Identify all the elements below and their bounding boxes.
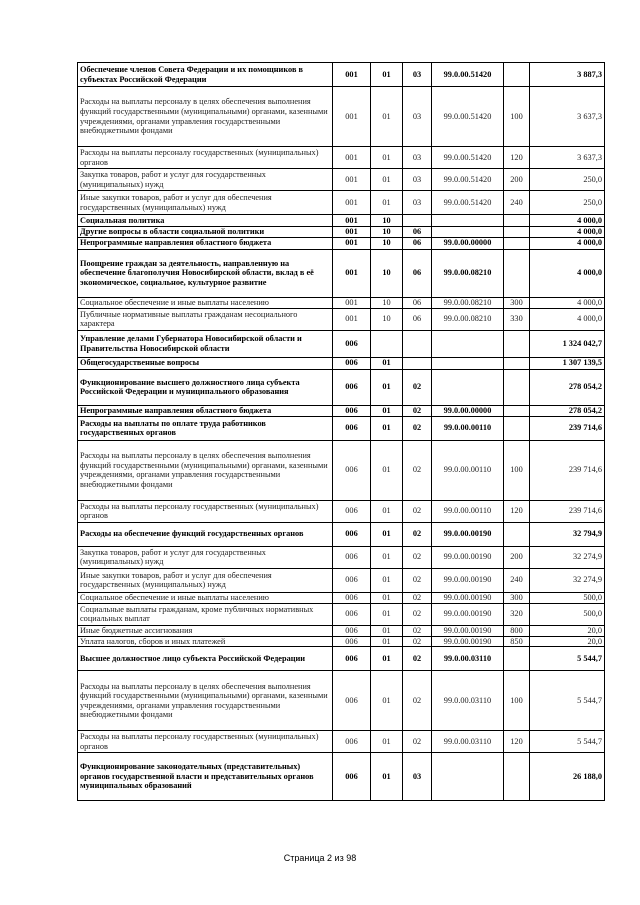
cell-section: 10	[371, 308, 403, 330]
cell-ministry-code: 006	[333, 753, 371, 801]
cell-subsection: 06	[403, 249, 432, 297]
cell-section: 01	[371, 568, 403, 592]
table-row	[78, 636, 605, 647]
table-row	[78, 568, 605, 592]
cell-section: 01	[371, 546, 403, 568]
cell-subsection: 03	[403, 191, 432, 215]
cell-amount: 278 054,2	[530, 369, 605, 405]
cell-target-code	[432, 227, 504, 238]
cell-section	[371, 330, 403, 357]
cell-ministry-code: 006	[333, 440, 371, 500]
cell-ministry-code: 001	[333, 297, 371, 308]
cell-subsection: 03	[403, 169, 432, 191]
cell-expense-type: 320	[504, 603, 530, 625]
cell-subsection: 03	[403, 147, 432, 169]
cell-amount: 239 714,6	[530, 416, 605, 440]
cell-name: Общегосударственные вопросы	[78, 357, 333, 369]
cell-expense-type	[504, 357, 530, 369]
cell-name: Уплата налогов, сборов и иных платежей	[78, 636, 333, 647]
cell-expense-type: 100	[504, 87, 530, 147]
cell-ministry-code: 006	[333, 357, 371, 369]
cell-expense-type: 800	[504, 625, 530, 636]
cell-subsection	[403, 357, 432, 369]
cell-ministry-code: 006	[333, 546, 371, 568]
cell-expense-type: 100	[504, 440, 530, 500]
table-row	[78, 308, 605, 330]
cell-section: 10	[371, 249, 403, 297]
cell-ministry-code: 006	[333, 416, 371, 440]
cell-ministry-code: 001	[333, 227, 371, 238]
budget-table	[77, 62, 605, 801]
cell-expense-type	[504, 330, 530, 357]
cell-name: Высшее должностное лицо субъекта Российской Федерации	[78, 647, 333, 671]
cell-section: 01	[371, 500, 403, 522]
cell-target-code: 99.0.00.08210	[432, 249, 504, 297]
cell-name: Закупка товаров, работ и услуг для государственных (муниципальных) нужд	[78, 546, 333, 568]
cell-name: Социальная политика	[78, 215, 333, 227]
cell-subsection: 06	[403, 308, 432, 330]
table-row	[78, 592, 605, 603]
table-row	[78, 249, 605, 297]
table-row	[78, 330, 605, 357]
cell-subsection: 02	[403, 568, 432, 592]
cell-target-code: 99.0.00.03110	[432, 647, 504, 671]
cell-ministry-code: 001	[333, 249, 371, 297]
cell-amount: 278 054,2	[530, 405, 605, 416]
cell-target-code: 99.0.00.00000	[432, 237, 504, 249]
cell-name: Расходы на выплаты персоналу в целях обеспечения выполнения функций государственными (муниципальными) органами, казенными учреждениями, органами управления государственными внебюджетными фондами	[78, 87, 333, 147]
cell-expense-type: 100	[504, 671, 530, 731]
cell-section: 01	[371, 63, 403, 87]
cell-amount: 32 274,9	[530, 568, 605, 592]
cell-expense-type	[504, 63, 530, 87]
table-row	[78, 522, 605, 546]
cell-target-code: 99.0.00.51420	[432, 87, 504, 147]
cell-target-code	[432, 357, 504, 369]
cell-expense-type	[504, 405, 530, 416]
cell-target-code	[432, 369, 504, 405]
cell-section: 01	[371, 405, 403, 416]
cell-amount: 250,0	[530, 169, 605, 191]
cell-name: Социальное обеспечение и иные выплаты населению	[78, 592, 333, 603]
cell-expense-type	[504, 647, 530, 671]
cell-subsection: 02	[403, 369, 432, 405]
cell-amount: 500,0	[530, 592, 605, 603]
cell-target-code: 99.0.00.51420	[432, 147, 504, 169]
cell-target-code: 99.0.00.03110	[432, 731, 504, 753]
table-row	[78, 405, 605, 416]
cell-subsection: 02	[403, 671, 432, 731]
cell-ministry-code: 006	[333, 568, 371, 592]
cell-ministry-code: 001	[333, 308, 371, 330]
cell-name: Социальные выплаты гражданам, кроме публичных нормативных социальных выплат	[78, 603, 333, 625]
cell-ministry-code: 006	[333, 671, 371, 731]
cell-section: 01	[371, 440, 403, 500]
cell-amount: 250,0	[530, 191, 605, 215]
cell-name: Другие вопросы в области социальной политики	[78, 227, 333, 238]
table-row	[78, 87, 605, 147]
cell-subsection: 02	[403, 625, 432, 636]
cell-name: Расходы на выплаты персоналу в целях обеспечения выполнения функций государственными (муниципальными) органами, казенными учреждениями, органами управления государственными внебюджетными фондами	[78, 671, 333, 731]
cell-section: 01	[371, 731, 403, 753]
page-footer: Страница 2 из 98	[283, 853, 357, 863]
cell-amount: 4 000,0	[530, 297, 605, 308]
cell-name: Иные закупки товаров, работ и услуг для обеспечения государственных (муниципальных) нужд	[78, 191, 333, 215]
cell-section: 01	[371, 522, 403, 546]
cell-name: Функционирование высшего должностного лица субъекта Российской Федерации и муниципального образования	[78, 369, 333, 405]
cell-expense-type: 300	[504, 592, 530, 603]
cell-target-code: 99.0.00.00190	[432, 592, 504, 603]
cell-ministry-code: 006	[333, 592, 371, 603]
cell-name: Расходы на выплаты персоналу государственных (муниципальных) органов	[78, 500, 333, 522]
table-row	[78, 671, 605, 731]
table-row	[78, 215, 605, 227]
cell-section: 01	[371, 647, 403, 671]
table-row	[78, 500, 605, 522]
table-row	[78, 63, 605, 87]
cell-target-code: 99.0.00.00190	[432, 603, 504, 625]
cell-target-code: 99.0.00.08210	[432, 297, 504, 308]
cell-expense-type	[504, 215, 530, 227]
cell-name: Социальное обеспечение и иные выплаты населению	[78, 297, 333, 308]
cell-section: 10	[371, 215, 403, 227]
cell-target-code: 99.0.00.51420	[432, 169, 504, 191]
cell-target-code: 99.0.00.00190	[432, 546, 504, 568]
cell-amount: 20,0	[530, 636, 605, 647]
cell-amount: 5 544,7	[530, 731, 605, 753]
cell-ministry-code: 006	[333, 500, 371, 522]
cell-amount: 4 000,0	[530, 237, 605, 249]
cell-subsection: 06	[403, 297, 432, 308]
table-row	[78, 647, 605, 671]
table-row	[78, 227, 605, 238]
cell-amount: 32 274,9	[530, 546, 605, 568]
cell-subsection: 02	[403, 522, 432, 546]
cell-section: 01	[371, 147, 403, 169]
cell-target-code: 99.0.00.00190	[432, 568, 504, 592]
cell-expense-type	[504, 416, 530, 440]
cell-target-code: 99.0.00.00110	[432, 440, 504, 500]
table-row	[78, 297, 605, 308]
cell-expense-type: 200	[504, 546, 530, 568]
cell-name: Поощрение граждан за деятельность, направленную на обеспечение благополучия Новосибирской области, вклад в её экономическое, социальное, культурное развитие	[78, 249, 333, 297]
cell-expense-type	[504, 249, 530, 297]
cell-section: 01	[371, 753, 403, 801]
cell-name: Обеспечение членов Совета Федерации и их помощников в субъектах Российской Федерации	[78, 63, 333, 87]
cell-name: Закупка товаров, работ и услуг для государственных (муниципальных) нужд	[78, 169, 333, 191]
table-row	[78, 440, 605, 500]
cell-section: 10	[371, 297, 403, 308]
cell-section: 01	[371, 369, 403, 405]
cell-section: 10	[371, 227, 403, 238]
cell-section: 01	[371, 357, 403, 369]
cell-ministry-code: 001	[333, 169, 371, 191]
cell-name: Расходы на выплаты по оплате труда работников государственных органов	[78, 416, 333, 440]
cell-name: Расходы на выплаты персоналу государственных (муниципальных) органов	[78, 731, 333, 753]
cell-amount: 3 887,3	[530, 63, 605, 87]
cell-target-code: 99.0.00.51420	[432, 63, 504, 87]
cell-subsection: 02	[403, 592, 432, 603]
table-row	[78, 191, 605, 215]
cell-amount: 20,0	[530, 625, 605, 636]
table-row	[78, 625, 605, 636]
cell-name: Непрограммные направления областного бюджета	[78, 405, 333, 416]
cell-ministry-code: 006	[333, 636, 371, 647]
cell-ministry-code: 001	[333, 215, 371, 227]
table-row	[78, 369, 605, 405]
cell-subsection: 03	[403, 753, 432, 801]
cell-subsection: 02	[403, 440, 432, 500]
table-body	[78, 63, 605, 801]
cell-amount: 32 794,9	[530, 522, 605, 546]
cell-subsection: 02	[403, 405, 432, 416]
cell-section: 01	[371, 416, 403, 440]
cell-amount: 5 544,7	[530, 647, 605, 671]
cell-amount: 4 000,0	[530, 215, 605, 227]
cell-name: Публичные нормативные выплаты гражданам несоциального характера	[78, 308, 333, 330]
cell-expense-type: 120	[504, 731, 530, 753]
cell-subsection	[403, 330, 432, 357]
cell-amount: 5 544,7	[530, 671, 605, 731]
cell-expense-type: 240	[504, 191, 530, 215]
cell-target-code: 99.0.00.00110	[432, 500, 504, 522]
cell-ministry-code: 006	[333, 647, 371, 671]
cell-name: Непрограммные направления областного бюджета	[78, 237, 333, 249]
cell-subsection: 02	[403, 546, 432, 568]
cell-name: Расходы на выплаты персоналу государственных (муниципальных) органов	[78, 147, 333, 169]
cell-amount: 500,0	[530, 603, 605, 625]
table-row	[78, 147, 605, 169]
cell-subsection: 02	[403, 647, 432, 671]
table-row	[78, 357, 605, 369]
cell-ministry-code: 001	[333, 63, 371, 87]
cell-target-code: 99.0.00.00110	[432, 416, 504, 440]
cell-expense-type	[504, 237, 530, 249]
cell-ministry-code: 006	[333, 522, 371, 546]
cell-amount: 239 714,6	[530, 500, 605, 522]
cell-subsection: 06	[403, 237, 432, 249]
cell-expense-type	[504, 227, 530, 238]
cell-subsection: 03	[403, 87, 432, 147]
cell-ministry-code: 006	[333, 369, 371, 405]
cell-section: 01	[371, 625, 403, 636]
cell-name: Функционирование законодательных (представительных) органов государственной власти и представительных органов муниципальных образований	[78, 753, 333, 801]
cell-amount: 1 307 139,5	[530, 357, 605, 369]
cell-subsection: 02	[403, 500, 432, 522]
cell-amount: 4 000,0	[530, 249, 605, 297]
cell-amount: 1 324 042,7	[530, 330, 605, 357]
cell-ministry-code: 006	[333, 330, 371, 357]
cell-name: Иные бюджетные ассигнования	[78, 625, 333, 636]
cell-expense-type: 120	[504, 500, 530, 522]
cell-subsection: 02	[403, 603, 432, 625]
cell-expense-type: 120	[504, 147, 530, 169]
cell-ministry-code: 001	[333, 237, 371, 249]
cell-subsection: 02	[403, 731, 432, 753]
cell-ministry-code: 006	[333, 603, 371, 625]
cell-target-code	[432, 753, 504, 801]
cell-target-code: 99.0.00.00190	[432, 636, 504, 647]
table-row	[78, 416, 605, 440]
cell-target-code: 99.0.00.08210	[432, 308, 504, 330]
cell-section: 01	[371, 636, 403, 647]
cell-expense-type: 240	[504, 568, 530, 592]
cell-amount: 26 188,0	[530, 753, 605, 801]
cell-target-code: 99.0.00.00000	[432, 405, 504, 416]
cell-ministry-code: 006	[333, 731, 371, 753]
table-row	[78, 603, 605, 625]
cell-expense-type: 330	[504, 308, 530, 330]
cell-subsection: 06	[403, 227, 432, 238]
cell-target-code: 99.0.00.00190	[432, 522, 504, 546]
cell-amount: 239 714,6	[530, 440, 605, 500]
cell-target-code: 99.0.00.51420	[432, 191, 504, 215]
cell-section: 01	[371, 169, 403, 191]
cell-amount: 3 637,3	[530, 87, 605, 147]
cell-subsection: 02	[403, 416, 432, 440]
cell-target-code	[432, 215, 504, 227]
cell-ministry-code: 001	[333, 147, 371, 169]
cell-expense-type: 850	[504, 636, 530, 647]
table-row	[78, 546, 605, 568]
cell-expense-type: 200	[504, 169, 530, 191]
cell-section: 10	[371, 237, 403, 249]
cell-amount: 4 000,0	[530, 227, 605, 238]
cell-target-code: 99.0.00.00190	[432, 625, 504, 636]
cell-name: Расходы на выплаты персоналу в целях обеспечения выполнения функций государственными (муниципальными) органами, казенными учреждениями, органами управления государственными внебюджетными фондами	[78, 440, 333, 500]
cell-amount: 3 637,3	[530, 147, 605, 169]
cell-section: 01	[371, 603, 403, 625]
cell-target-code: 99.0.00.03110	[432, 671, 504, 731]
cell-ministry-code: 006	[333, 405, 371, 416]
cell-ministry-code: 006	[333, 625, 371, 636]
table-row	[78, 169, 605, 191]
cell-subsection: 03	[403, 63, 432, 87]
table-row	[78, 731, 605, 753]
table-row	[78, 753, 605, 801]
cell-subsection	[403, 215, 432, 227]
cell-name: Управление делами Губернатора Новосибирской области и Правительства Новосибирской области	[78, 330, 333, 357]
table-row	[78, 237, 605, 249]
cell-target-code	[432, 330, 504, 357]
cell-name: Расходы на обеспечение функций государственных органов	[78, 522, 333, 546]
cell-section: 01	[371, 592, 403, 603]
cell-expense-type: 300	[504, 297, 530, 308]
cell-section: 01	[371, 87, 403, 147]
cell-section: 01	[371, 671, 403, 731]
cell-ministry-code: 001	[333, 191, 371, 215]
cell-name: Иные закупки товаров, работ и услуг для обеспечения государственных (муниципальных) нужд	[78, 568, 333, 592]
cell-section: 01	[371, 191, 403, 215]
cell-expense-type	[504, 753, 530, 801]
cell-ministry-code: 001	[333, 87, 371, 147]
cell-subsection: 02	[403, 636, 432, 647]
cell-expense-type	[504, 369, 530, 405]
cell-amount: 4 000,0	[530, 308, 605, 330]
cell-expense-type	[504, 522, 530, 546]
